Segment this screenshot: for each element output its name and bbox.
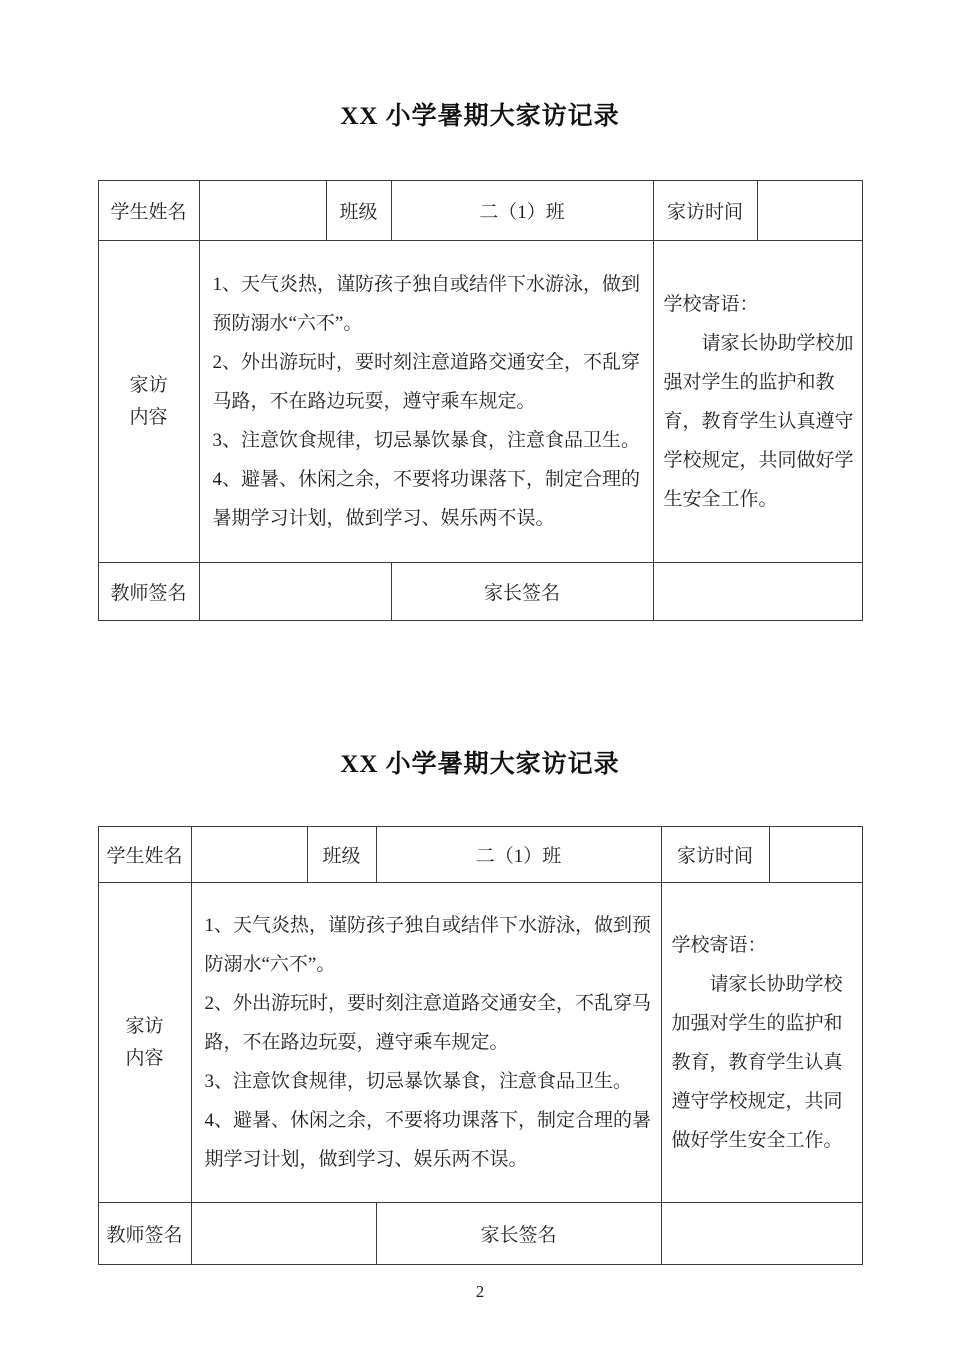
visit-content-text	[191, 883, 661, 1203]
teacher-signature-label: 教师签名	[98, 563, 199, 621]
content-item: 1、天气炎热，谨防孩子独自或结伴下水游泳，做到预防溺水“六不”。	[212, 274, 641, 334]
home-visit-table	[98, 826, 863, 1265]
home-visit-table	[98, 180, 863, 621]
visit-content-label-line: 内容	[129, 406, 168, 428]
class-label: 班级	[326, 181, 391, 241]
teacher-signature-field[interactable]	[199, 563, 391, 621]
class-value: 二（1）班	[391, 181, 653, 241]
table-row-content	[98, 241, 862, 563]
home-visit-form-1	[0, 0, 960, 621]
form-title: XX 小学暑期大家访记录	[340, 751, 620, 778]
visit-content-label-line: 家访	[125, 1015, 164, 1037]
school-message-body: 请家长协助学校加强对学生的监护和教育，教育学生认真遵守学校规定，共同做好学生安全工作。	[663, 332, 854, 510]
visit-content-label	[98, 241, 199, 563]
table-row-signatures	[98, 1203, 862, 1265]
table-row-content	[98, 883, 862, 1203]
school-message-heading: 学校寄语：	[663, 293, 759, 315]
visit-time-field[interactable]	[769, 827, 862, 883]
visit-time-label: 家访时间	[653, 181, 757, 241]
table-row-signatures	[98, 563, 862, 621]
school-message	[661, 883, 862, 1203]
content-item: 3、注意饮食规律，切忌暴饮暴食，注意食品卫生。	[212, 430, 641, 451]
school-message	[653, 241, 862, 563]
table-row-header	[98, 827, 862, 883]
content-item: 3、注意饮食规律，切忌暴饮暴食，注意食品卫生。	[204, 1071, 633, 1092]
student-name-field[interactable]	[191, 827, 307, 883]
student-name-field[interactable]	[199, 181, 326, 241]
content-item: 4、避暑、休闲之余，不要将功课落下，制定合理的暑期学习计划，做到学习、娱乐两不误。	[212, 469, 641, 529]
visit-content-text	[199, 241, 653, 563]
content-item: 2、外出游玩时，要时刻注意道路交通安全，不乱穿马路，不在路边玩耍，遵守乘车规定。	[204, 993, 652, 1053]
form-title: XX 小学暑期大家访记录	[340, 103, 620, 130]
content-item: 2、外出游玩时，要时刻注意道路交通安全，不乱穿马路，不在路边玩耍，遵守乘车规定。	[212, 352, 641, 412]
visit-time-label: 家访时间	[661, 827, 769, 883]
student-name-label: 学生姓名	[98, 827, 191, 883]
visit-content-label-line: 内容	[125, 1047, 164, 1069]
teacher-signature-label: 教师签名	[98, 1203, 191, 1265]
home-visit-form-2	[0, 621, 960, 1265]
visit-content-label-line: 家访	[129, 374, 168, 396]
content-item: 4、避暑、休闲之余，不要将功课落下，制定合理的暑期学习计划，做到学习、娱乐两不误。	[204, 1110, 652, 1170]
visit-time-field[interactable]	[757, 181, 862, 241]
school-message-heading: 学校寄语：	[671, 934, 767, 956]
student-name-label: 学生姓名	[98, 181, 199, 241]
parent-signature-label: 家长签名	[376, 1203, 661, 1265]
parent-signature-field[interactable]	[653, 563, 862, 621]
parent-signature-field[interactable]	[661, 1203, 862, 1265]
visit-content-label	[98, 883, 191, 1203]
class-value: 二（1）班	[376, 827, 661, 883]
table-row-header	[98, 181, 862, 241]
content-item: 1、天气炎热，谨防孩子独自或结伴下水游泳，做到预防溺水“六不”。	[204, 915, 652, 975]
teacher-signature-field[interactable]	[191, 1203, 376, 1265]
page-number: 2	[475, 1282, 485, 1301]
school-message-body: 请家长协助学校加强对学生的监护和教育，教育学生认真遵守学校规定，共同做好学生安全工作。	[671, 973, 843, 1151]
class-label: 班级	[307, 827, 376, 883]
parent-signature-label: 家长签名	[391, 563, 653, 621]
